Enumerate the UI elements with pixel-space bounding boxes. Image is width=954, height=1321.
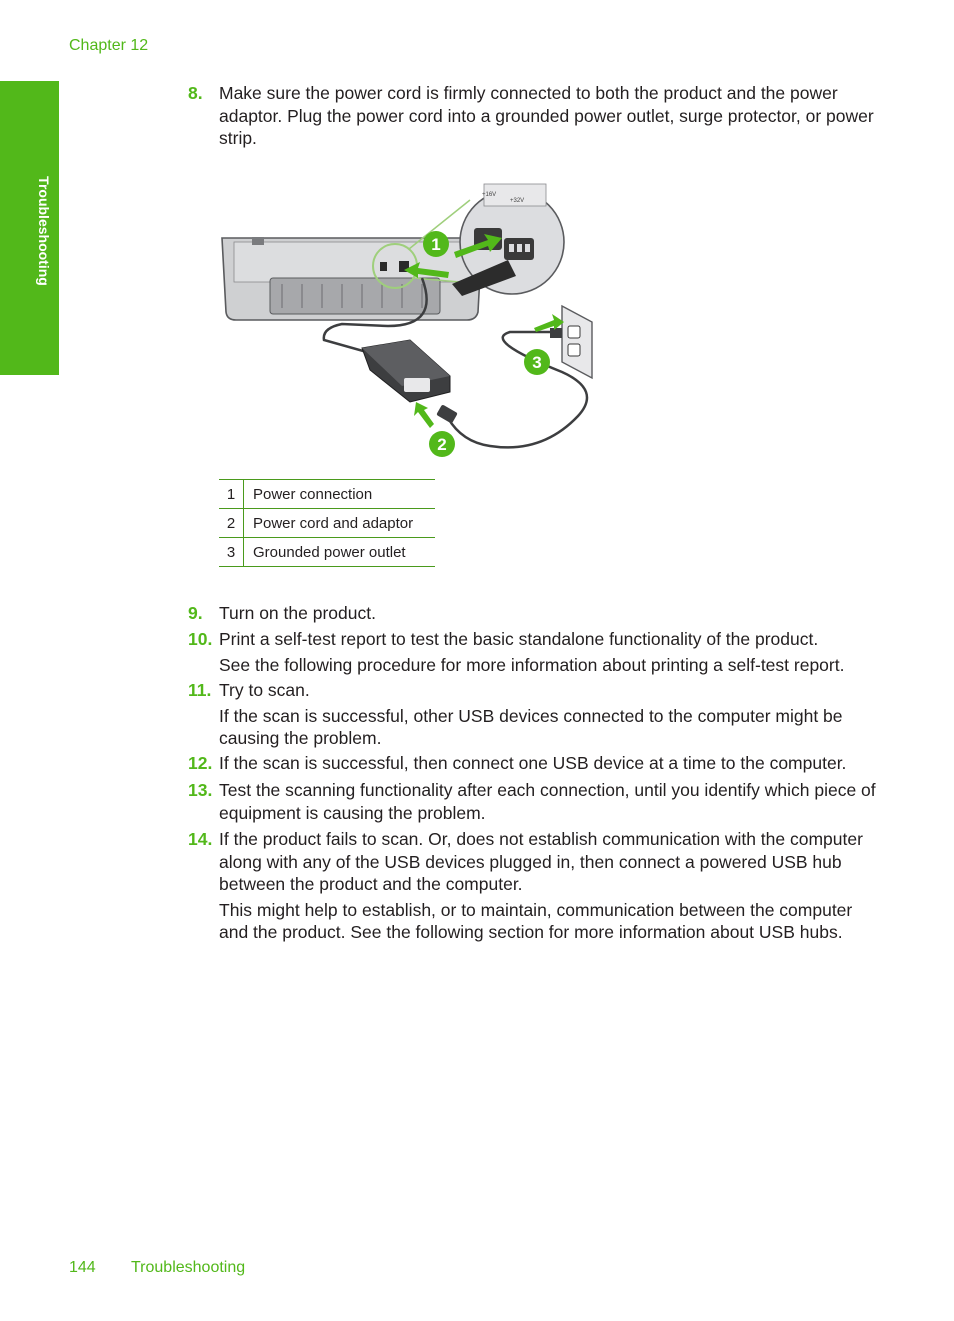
step-text: Turn on the product. [219,603,376,623]
step-subtext: See the following procedure for more information about printing a self-test report. [219,654,845,675]
callout-number: 2 [219,509,244,538]
side-tab-label: Troubleshooting [36,176,52,286]
callout-table [219,479,435,567]
step-number: 11. [188,680,212,700]
step-number: 8. [188,83,203,103]
step-13 [188,779,878,824]
step-text: Test the scanning functionality after each connection, until you identify which piece of equipment is causing the problem. [219,780,876,823]
step-number: 12. [188,753,213,773]
callout-badge-1 [423,231,449,257]
callout-number: 3 [219,538,244,567]
callout-badge-3 [524,349,550,375]
step-number: 14. [188,829,213,849]
table-row [219,509,435,538]
step-subtext: This might help to establish, or to maintain, communication between the computer and the product. See the following section for more information about USB hubs. [219,899,853,942]
svg-text:1: 1 [431,235,441,254]
power-adaptor [362,340,450,402]
step-11 [188,679,878,750]
callout-label: Grounded power outlet [244,538,436,567]
svg-text:2: 2 [437,435,447,454]
step-number: 13. [188,780,213,800]
table-row [219,538,435,567]
chapter-heading: Chapter 12 [69,37,149,54]
step-text: If the product fails to scan. Or, does not establish communication with the computer along with any of the USB devices plugged in, then connect a powered USB hub between the product and the computer. [219,829,863,894]
step-8 [188,82,878,150]
step-subtext: If the scan is successful, other USB devices connected to the computer might be causing the problem. [219,705,843,748]
callout-label: Power connection [244,480,436,509]
callout-number: 1 [219,480,244,509]
callout-badge-2 [429,431,455,457]
step-10 [188,628,878,676]
side-tab [0,81,59,375]
step-text: Try to scan. [219,680,310,700]
wall-outlet [550,306,592,378]
power-connection-illustration [212,180,602,465]
port-label-left: +16V [482,192,497,198]
callout-label: Power cord and adaptor [244,509,436,538]
step-text: Make sure the power cord is firmly connected to both the product and the power adaptor. Plug the power cord into a grounded power outlet, surge protector, or power strip. [219,83,874,148]
page-number: 144 [69,1259,96,1276]
svg-text:3: 3 [532,353,542,372]
port-label-right: +32V [510,198,525,204]
step-text: If the scan is successful, then connect one USB device at a time to the computer. [219,753,847,773]
step-14 [188,828,878,944]
step-12 [188,752,878,775]
step-9 [188,602,878,625]
step-text: Print a self-test report to test the basic standalone functionality of the product. [219,629,819,649]
footer-section: Troubleshooting [131,1259,246,1276]
step-number: 9. [188,603,203,623]
step-number: 10. [188,629,213,649]
table-row [219,480,435,509]
